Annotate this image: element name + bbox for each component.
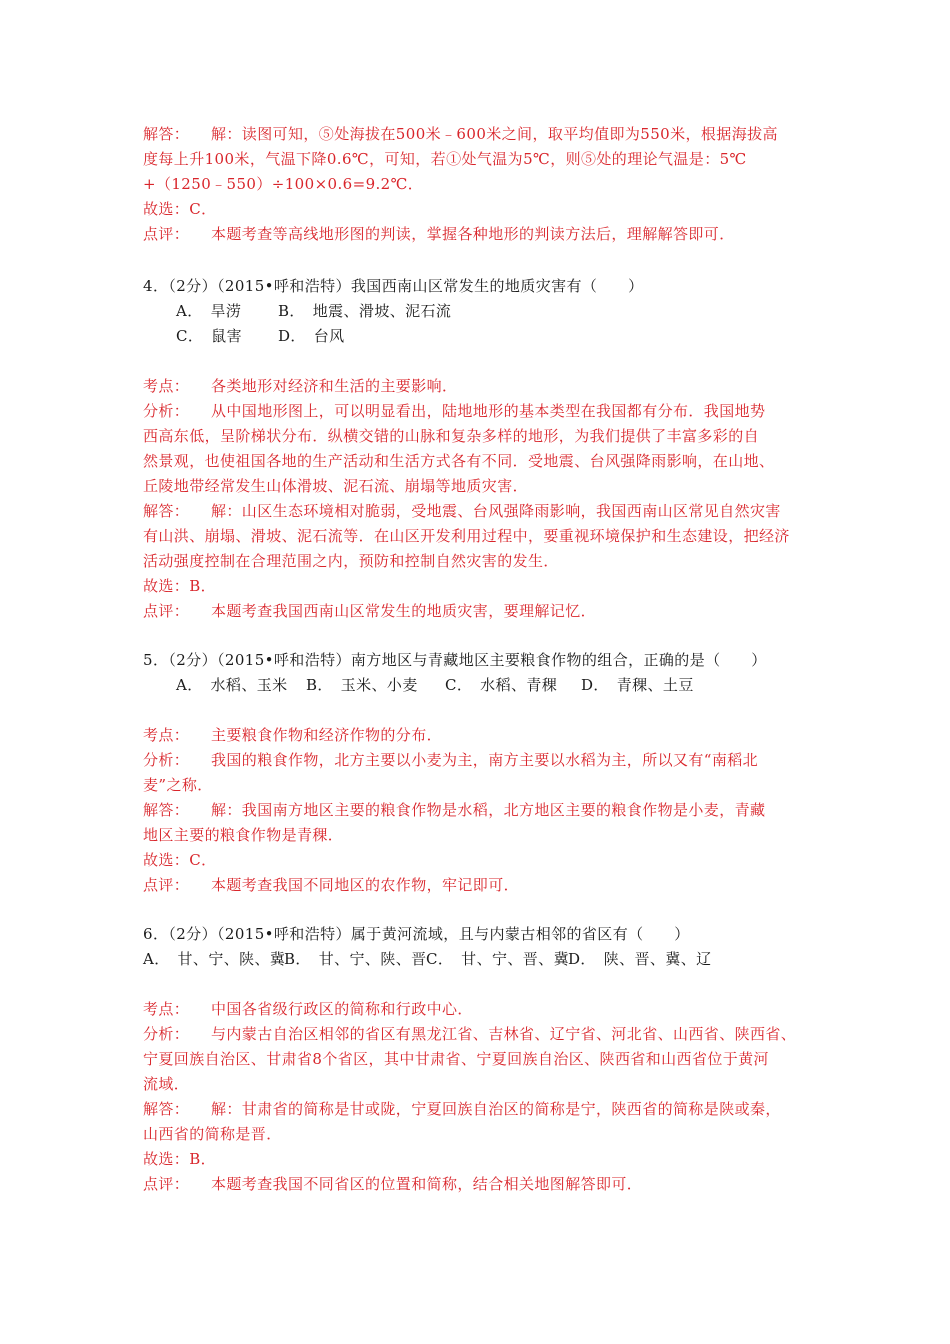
q6-analysis-line-2: 宁夏回族自治区、甘肃省8个省区，其中甘肃省、宁夏回族自治区、陕西省和山西省位于黄河 xyxy=(143,1050,769,1068)
q4-answer-line-3: 活动强度控制在合理范围之内，预防和控制自然灾害的发生． xyxy=(143,552,559,570)
q6-analysis-line-1 xyxy=(143,1022,813,1046)
q6-analysis-line-3: 流域． xyxy=(143,1075,190,1093)
q4-option-c: C． 鼠害 xyxy=(176,327,242,345)
q5-option-c: C． 水稻、青稞 xyxy=(445,676,558,694)
q4-point xyxy=(143,374,813,398)
q5-point-label: 考点： xyxy=(143,726,190,744)
q6-analysis-label: 分析： xyxy=(143,1025,190,1043)
q6-comment-text: 本题考查我国不同省区的位置和简称，结合相关地图解答即可． xyxy=(211,1175,643,1193)
q3-comment-text: 本题考查等高线地形图的判读，掌握各种地形的判读方法后，理解解答即可． xyxy=(211,225,735,243)
q6-option-d: D． 陕、晋、冀、辽 xyxy=(568,950,712,968)
q3-answer-line-1 xyxy=(143,122,813,146)
q3-answer-label: 解答： xyxy=(143,125,190,143)
q5-choice: 故选：C． xyxy=(143,851,217,869)
q5-option-d: D． 青稞、土豆 xyxy=(581,676,694,694)
q4-option-b: B． 地震、滑坡、泥石流 xyxy=(278,302,452,320)
q3-answer-text-1: 解：读图可知，⑤处海拔在500米﹣600米之间，取平均值即为550米，根据海拔高 xyxy=(211,125,778,143)
q4-analysis-line-2: 西高东低，呈阶梯状分布．纵横交错的山脉和复杂多样的地形，为我们提供了丰富多彩的自 xyxy=(143,427,760,445)
q4-point-text: 各类地形对经济和生活的主要影响． xyxy=(211,377,458,395)
q5-analysis-label: 分析： xyxy=(143,751,190,769)
q5-option-a: A． 水稻、玉米 xyxy=(176,676,288,694)
q5-comment-label: 点评： xyxy=(143,876,190,894)
q5-analysis-line-1 xyxy=(143,748,813,772)
q4-analysis-label: 分析： xyxy=(143,402,190,420)
q6-option-a: A． 甘、宁、陕、冀 xyxy=(143,950,286,968)
q4-options-row-2 xyxy=(143,324,813,348)
q3-comment xyxy=(143,222,813,246)
q6-comment-label: 点评： xyxy=(143,1175,190,1193)
q3-answer-line-2: 度每上升100米，气温下降0.6℃，可知，若①处气温为5℃，则⑤处的理论气温是：5℃ xyxy=(143,150,747,168)
q6-answer-line-1 xyxy=(143,1097,813,1121)
q3-choice: 故选：C． xyxy=(143,200,217,218)
q4-analysis-line-4: 丘陵地带经常发生山体滑坡、泥石流、崩塌等地质灾害． xyxy=(143,477,529,495)
q6-point-text: 中国各省级行政区的简称和行政中心． xyxy=(211,1000,473,1018)
q4-options-row-1 xyxy=(143,299,813,323)
q4-point-label: 考点： xyxy=(143,377,190,395)
q6-option-c: C． 甘、宁、晋、冀 xyxy=(426,950,569,968)
q5-stem: 5．（2分）（2015•呼和浩特）南方地区与青藏地区主要粮食作物的组合，正确的是（ ） xyxy=(143,651,767,669)
q4-comment xyxy=(143,599,813,623)
q5-comment-text: 本题考查我国不同地区的农作物，牢记即可． xyxy=(211,876,520,894)
q4-answer-line-2: 有山洪、崩塌、滑坡、泥石流等．在山区开发利用过程中，要重视环境保护和生态建设，把经济 xyxy=(143,527,790,545)
q4-stem: 4．（2分）（2015•呼和浩特）我国西南山区常发生的地质灾害有（ ） xyxy=(143,277,644,295)
q6-choice: 故选：B． xyxy=(143,1150,217,1168)
q5-answer-text-1: 解：我国南方地区主要的粮食作物是水稻，北方地区主要的粮食作物是小麦，青藏 xyxy=(211,801,766,819)
q5-options-row xyxy=(143,673,813,697)
q6-point-label: 考点： xyxy=(143,1000,190,1018)
q4-option-d: D． 台风 xyxy=(278,327,345,345)
q5-comment xyxy=(143,873,813,897)
q5-point xyxy=(143,723,813,747)
q5-answer-line-1 xyxy=(143,798,813,822)
q4-analysis-line-3: 然景观，也使祖国各地的生产活动和生活方式各有不同．受地震、台风强降雨影响，在山地、 xyxy=(143,452,775,470)
q5-option-b: B． 玉米、小麦 xyxy=(306,676,418,694)
q4-answer-label: 解答： xyxy=(143,502,190,520)
q6-answer-text-1: 解：甘肃省的简称是甘或陇，宁夏回族自治区的简称是宁，陕西省的简称是陕或秦， xyxy=(211,1100,781,1118)
q5-analysis-text-1: 我国的粮食作物，北方主要以小麦为主，南方主要以水稻为主，所以又有“南稻北 xyxy=(211,751,759,769)
q6-option-b: B． 甘、宁、陕、晋 xyxy=(284,950,427,968)
q4-analysis-line-1 xyxy=(143,399,813,423)
q6-stem: 6．（2分）（2015•呼和浩特）属于黄河流域，且与内蒙古相邻的省区有（ ） xyxy=(143,925,690,943)
q6-comment xyxy=(143,1172,813,1196)
q4-answer-line-1 xyxy=(143,499,813,523)
q6-answer-line-2: 山西省的简称是晋． xyxy=(143,1125,282,1143)
q4-comment-text: 本题考查我国西南山区常发生的地质灾害，要理解记忆． xyxy=(211,602,597,620)
q4-analysis-text-1: 从中国地形图上，可以明显看出，陆地地形的基本类型在我国都有分布．我国地势 xyxy=(211,402,766,420)
q5-analysis-line-2: 麦”之称． xyxy=(143,776,213,794)
q4-answer-text-1: 解：山区生态环境相对脆弱，受地震、台风强降雨影响，我国西南山区常见自然灾害 xyxy=(211,502,781,520)
q6-point xyxy=(143,997,813,1021)
q3-comment-label: 点评： xyxy=(143,225,190,243)
q5-answer-label: 解答： xyxy=(143,801,190,819)
q4-comment-label: 点评： xyxy=(143,602,190,620)
q6-options-row xyxy=(143,947,813,971)
q4-option-a: A． 旱涝 xyxy=(176,302,242,320)
q6-analysis-text-1: 与内蒙古自治区相邻的省区有黑龙江省、吉林省、辽宁省、河北省、山西省、陕西省、 xyxy=(211,1025,797,1043)
q5-answer-line-2: 地区主要的粮食作物是青稞． xyxy=(143,826,344,844)
q3-answer-line-3: +（1250﹣550）÷100×0.6=9.2℃． xyxy=(143,175,424,193)
q5-point-text: 主要粮食作物和经济作物的分布． xyxy=(211,726,443,744)
q4-choice: 故选：B． xyxy=(143,577,217,595)
q6-answer-label: 解答： xyxy=(143,1100,190,1118)
